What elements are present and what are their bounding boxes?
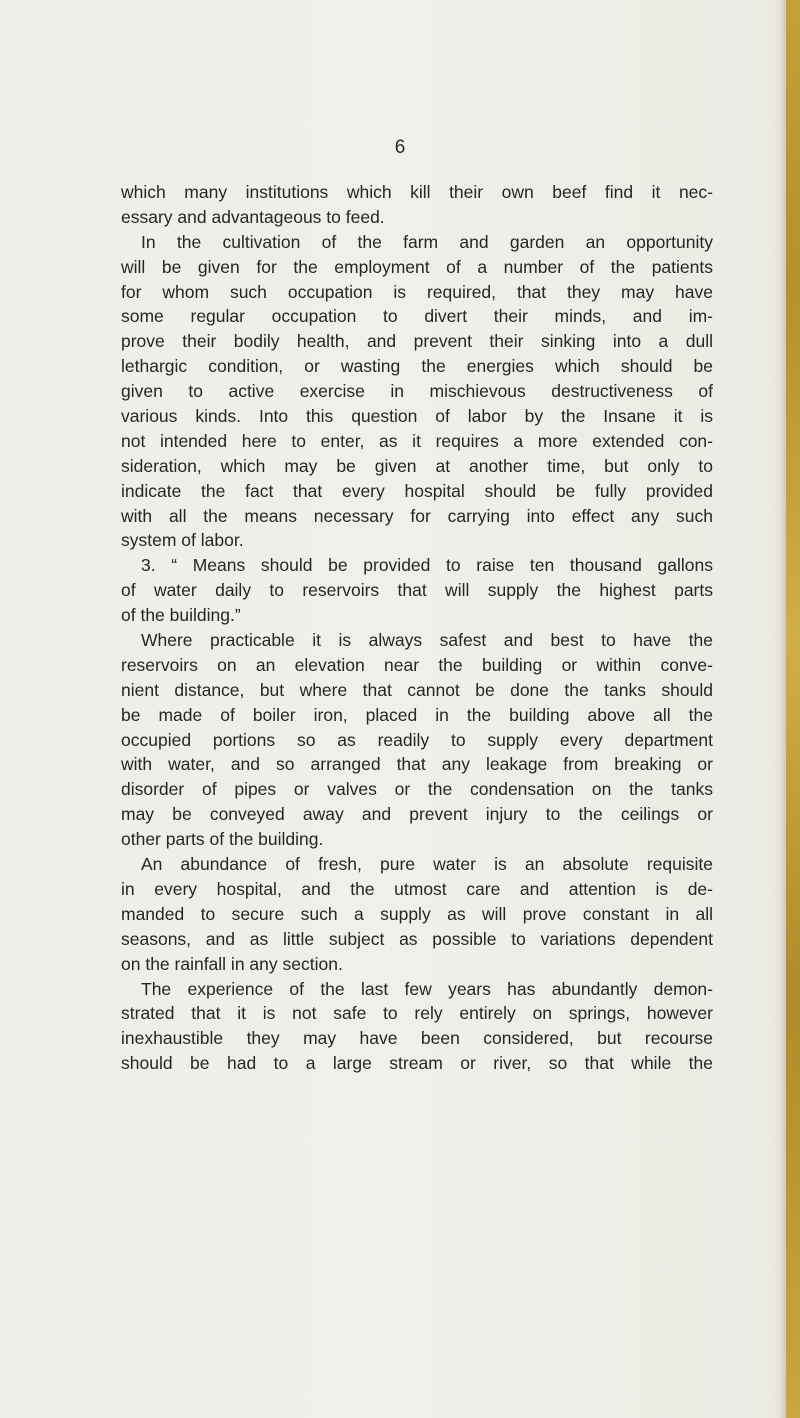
page-edge-shadow	[778, 0, 786, 1418]
text-line: essary and advantageous to feed.	[121, 206, 385, 227]
text-line: other parts of the building.	[121, 829, 324, 850]
text-line: The experience of the last few years has abundantly demon-	[141, 978, 713, 999]
page-number: 6	[394, 137, 406, 158]
text-line: of the building.”	[121, 605, 241, 626]
text-line: 3. “ Means should be provided to raise ten thousand gallons	[141, 555, 713, 576]
text-line: not intended here to enter, as it requires a more extended con-	[121, 430, 713, 451]
text-line: on the rainfall in any section.	[121, 953, 343, 974]
text-line: of water daily to reservoirs that will supply the highest parts	[121, 580, 713, 601]
text-line: will be given for the employment of a number of the patients	[121, 256, 713, 277]
text-line: occupied portions so as readily to supply every department	[121, 729, 713, 750]
text-line: given to active exercise in mischievous destructiveness of	[121, 381, 713, 402]
text-line: in every hospital, and the utmost care and attention is de-	[121, 878, 713, 899]
text-line: various kinds. Into this question of labor by the Insane it is	[121, 406, 713, 427]
text-line: sideration, which may be given at another time, but only to	[121, 455, 713, 476]
text-line: Where practicable it is always safest and best to have the	[141, 630, 713, 651]
text-line: strated that it is not safe to rely entirely on springs, however	[121, 1003, 713, 1024]
text-line: indicate the fact that every hospital should be fully provided	[121, 480, 713, 501]
text-line: reservoirs on an elevation near the building or within conve-	[121, 654, 713, 675]
text-line: prove their bodily health, and prevent their sinking into a dull	[121, 331, 713, 352]
text-line: In the cultivation of the farm and garden an opportunity	[141, 231, 713, 252]
text-line: with water, and so arranged that any leakage from breaking or	[121, 754, 713, 775]
text-line: seasons, and as little subject as possible to variations dependent	[121, 928, 713, 949]
text-line: some regular occupation to divert their minds, and im-	[121, 306, 713, 327]
text-line: system of labor.	[121, 530, 244, 551]
body-text	[121, 180, 713, 1076]
text-line: be made of boiler iron, placed in the building above all the	[121, 704, 713, 725]
text-line: with all the means necessary for carrying into effect any such	[121, 505, 713, 526]
text-line: inexhaustible they may have been considered, but recourse	[121, 1028, 713, 1049]
text-line: nient distance, but where that cannot be done the tanks should	[121, 679, 713, 700]
text-line: may be conveyed away and prevent injury to the ceilings or	[121, 804, 713, 825]
text-line: for whom such occupation is required, that they may have	[121, 281, 713, 302]
text-line: lethargic condition, or wasting the energies which should be	[121, 356, 713, 377]
text-line: An abundance of fresh, pure water is an absolute requisite	[141, 854, 713, 875]
text-line: which many institutions which kill their own beef find it nec-	[121, 182, 713, 202]
text-line: disorder of pipes or valves or the condensation on the tanks	[121, 779, 713, 800]
text-line: manded to secure such a supply as will prove constant in all	[121, 903, 713, 924]
text-line: should be had to a large stream or river, so that while the	[121, 1053, 713, 1074]
page-gilt-edge	[786, 0, 800, 1418]
